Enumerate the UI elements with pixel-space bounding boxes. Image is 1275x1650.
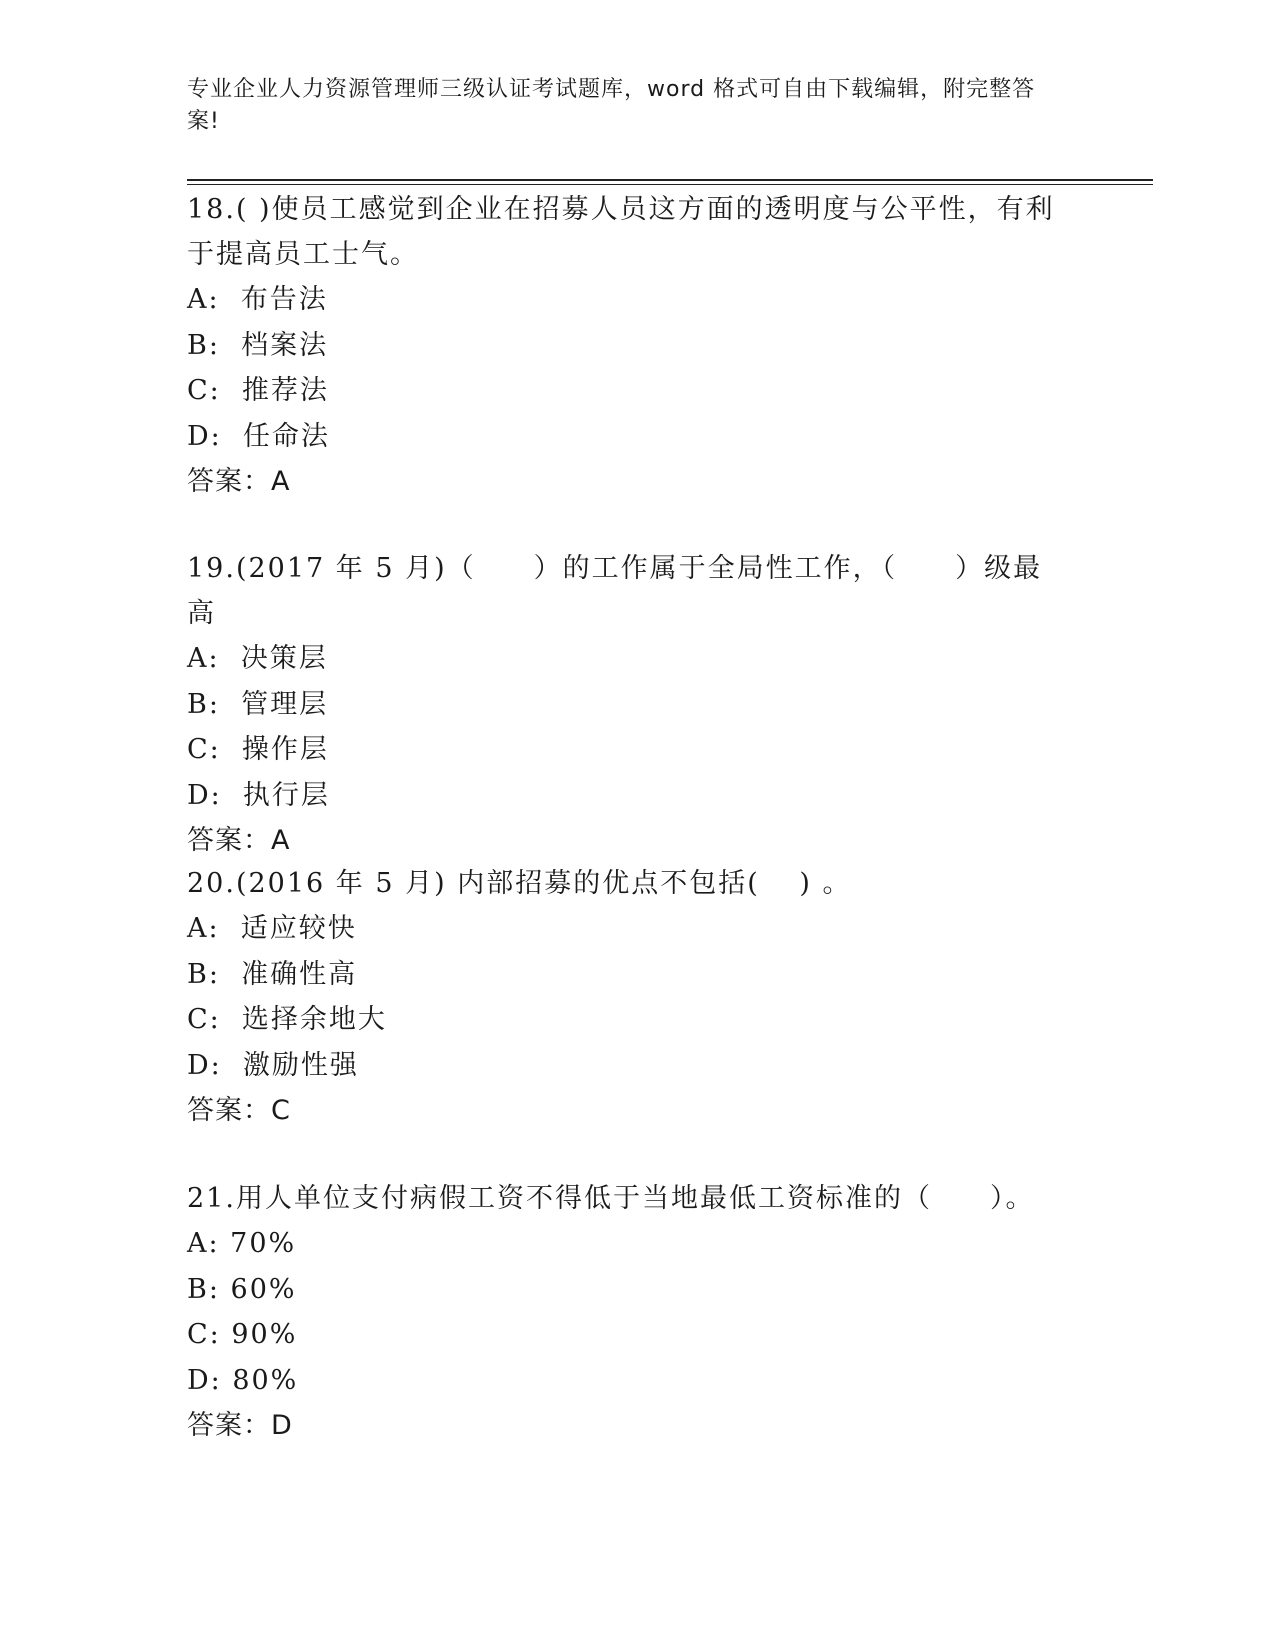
- question-stem: 21.用人单位支付病假工资不得低于当地最低工资标准的（ ）。: [187, 1183, 1035, 1214]
- question-19: [187, 546, 1067, 864]
- option-a: A: 适应较快: [187, 913, 357, 944]
- question-stem: 18.( )使员工感觉到企业在招募人员这方面的透明度与公平性，有利于提高员工士气。: [187, 194, 1055, 270]
- option-b: B: 档案法: [187, 329, 329, 361]
- option-d: D: 激励性强: [187, 1049, 359, 1081]
- option-a: A: 布告法: [187, 284, 328, 315]
- option-c: C: 90%: [187, 1319, 298, 1350]
- answer: 答案：D: [187, 1410, 293, 1441]
- question-20: [187, 861, 1067, 1134]
- option-d: D: 任命法: [187, 420, 330, 452]
- option-b: B: 管理层: [187, 688, 329, 720]
- document-header-note: 专业企业人力资源管理师三级认证考试题库，word 格式可自由下载编辑，附完整答案!: [187, 77, 1036, 134]
- option-b: B: 60%: [187, 1273, 297, 1305]
- option-c: C: 操作层: [187, 734, 329, 765]
- question-18: [187, 187, 1067, 505]
- option-d: D: 执行层: [187, 779, 330, 811]
- answer: 答案：A: [187, 825, 291, 856]
- answer: 答案：A: [187, 466, 291, 497]
- option-a: A: 70%: [187, 1228, 297, 1259]
- header-divider-thin: [187, 184, 1153, 185]
- answer: 答案：C: [187, 1095, 291, 1126]
- question-21: [187, 1176, 1067, 1449]
- header-divider-thick: [187, 179, 1153, 181]
- option-c: C: 推荐法: [187, 375, 329, 406]
- question-stem: 19.(2017 年 5 月)（ ）的工作属于全局性工作，（ ）级最高: [187, 553, 1043, 629]
- option-c: C: 选择余地大: [187, 1004, 387, 1035]
- option-b: B: 准确性高: [187, 958, 358, 990]
- option-d: D: 80%: [187, 1364, 299, 1396]
- option-a: A: 决策层: [187, 643, 328, 674]
- question-stem: 20.(2016 年 5 月) 内部招募的优点不包括( ) 。: [187, 868, 852, 899]
